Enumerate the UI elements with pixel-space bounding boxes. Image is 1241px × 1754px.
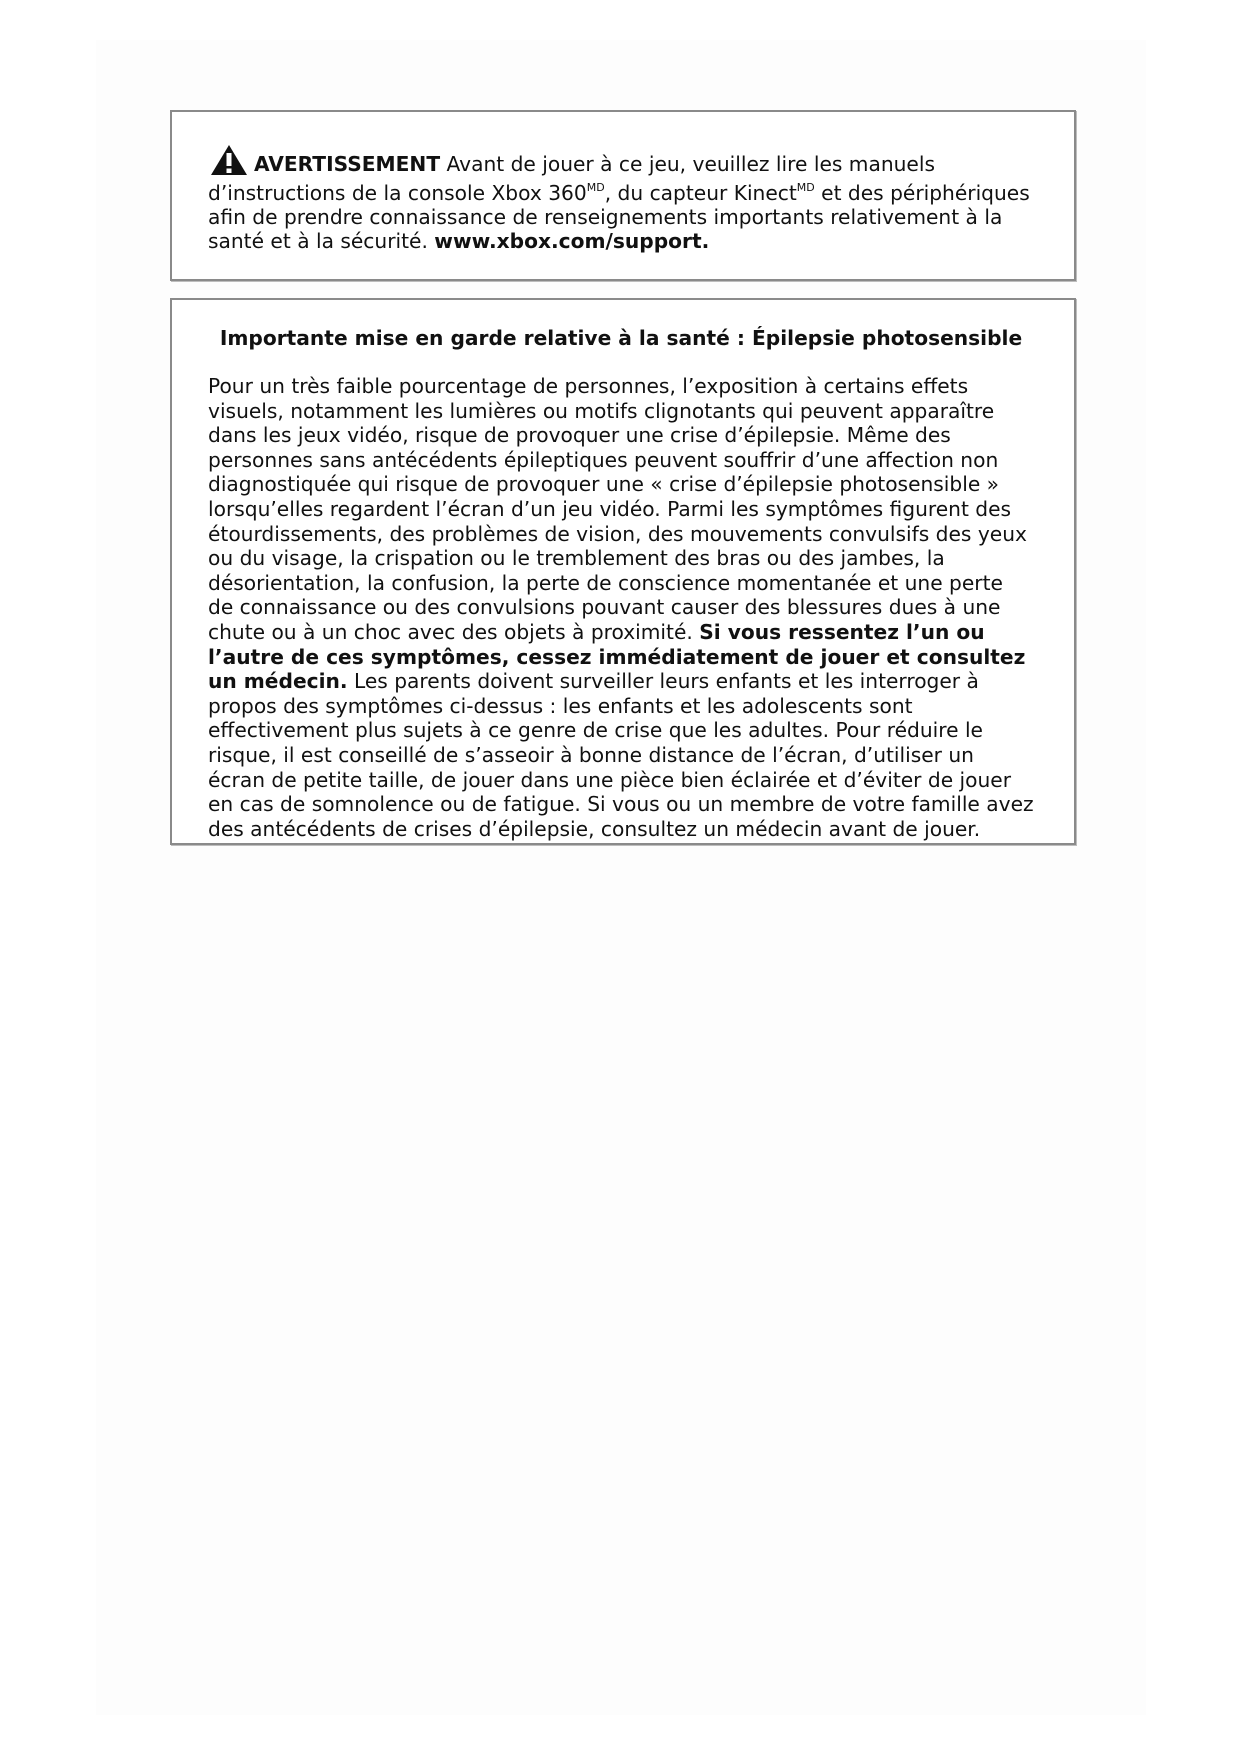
- warning-text-part-3: et des périphériques afin de prendre connaissance de renseignements importants relativement à la santé et à la sécurité.: [208, 181, 1030, 253]
- epilepsy-paragraph: [208, 374, 1034, 841]
- warning-heading: AVERTISSEMENT: [254, 152, 441, 176]
- epilepsy-notice-box: [170, 298, 1076, 845]
- support-url: www.xbox.com/support.: [434, 229, 710, 253]
- epilepsy-text-part-1: Pour un très faible pourcentage de personnes, l’exposition à certains effets visuels, notamment les lumières ou motifs clignotants qui peuvent apparaître dans les jeux vidéo, risque de provoquer une crise d’épilepsie. Même des personnes sans antécédents épileptiques peuvent souffrir d’une affection non diagnostiquée qui risque de provoquer une « crise d’épilepsie photosensible » lorsqu’elles regardent l’écran d’un jeu vidéo. Parmi les symptômes figurent des étourdissements, des problèmes de vision, des mouvements convulsifs des yeux ou du visage, la crispation ou le tremblement des bras ou des jambes, la désorientation, la confusion, la perte de conscience momentanée et une perte de connaissance ou des convulsions pouvant causer des blessures dues à une chute ou à un choc avec des objets à proximité.: [208, 374, 1027, 644]
- warning-paragraph: [208, 144, 1040, 253]
- warning-notice-box: [170, 110, 1076, 281]
- epilepsy-bold-instruction: Si vous ressentez l’un ou l’autre de ces symptômes, cessez immédiatement de jouer et consultez un médecin.: [208, 619, 1026, 694]
- epilepsy-title: Importante mise en garde relative à la santé : Épilepsie photosensible: [219, 326, 1023, 350]
- trademark-md-2: MD: [796, 181, 815, 194]
- trademark-md-1: MD: [586, 181, 605, 194]
- warning-text-part-2: , du capteur Kinect: [604, 181, 797, 205]
- page-background: [96, 40, 1146, 1715]
- warning-triangle-icon: [210, 144, 248, 181]
- epilepsy-text-part-2: Les parents doivent surveiller leurs enfants et les interroger à propos des symptômes ci-dessus : les enfants et les adolescents sont effectivement plus sujets à ce genre de crise que les adultes. Pour réduire le risque, il est conseillé de s’asseoir à bonne distance de l’écran, d’utiliser un écran de petite taille, de jouer dans une pièce bien éclairée et d’éviter de jouer en cas de somnolence ou de fatigue. Si vous ou un membre de votre famille avez des antécédents de crises d’épilepsie, consultez un médecin avant de jouer.: [208, 669, 1034, 841]
- warning-text-part-1: Avant de jouer à ce jeu, veuillez lire les manuels d’instructions de la console Xbox 360: [208, 152, 935, 205]
